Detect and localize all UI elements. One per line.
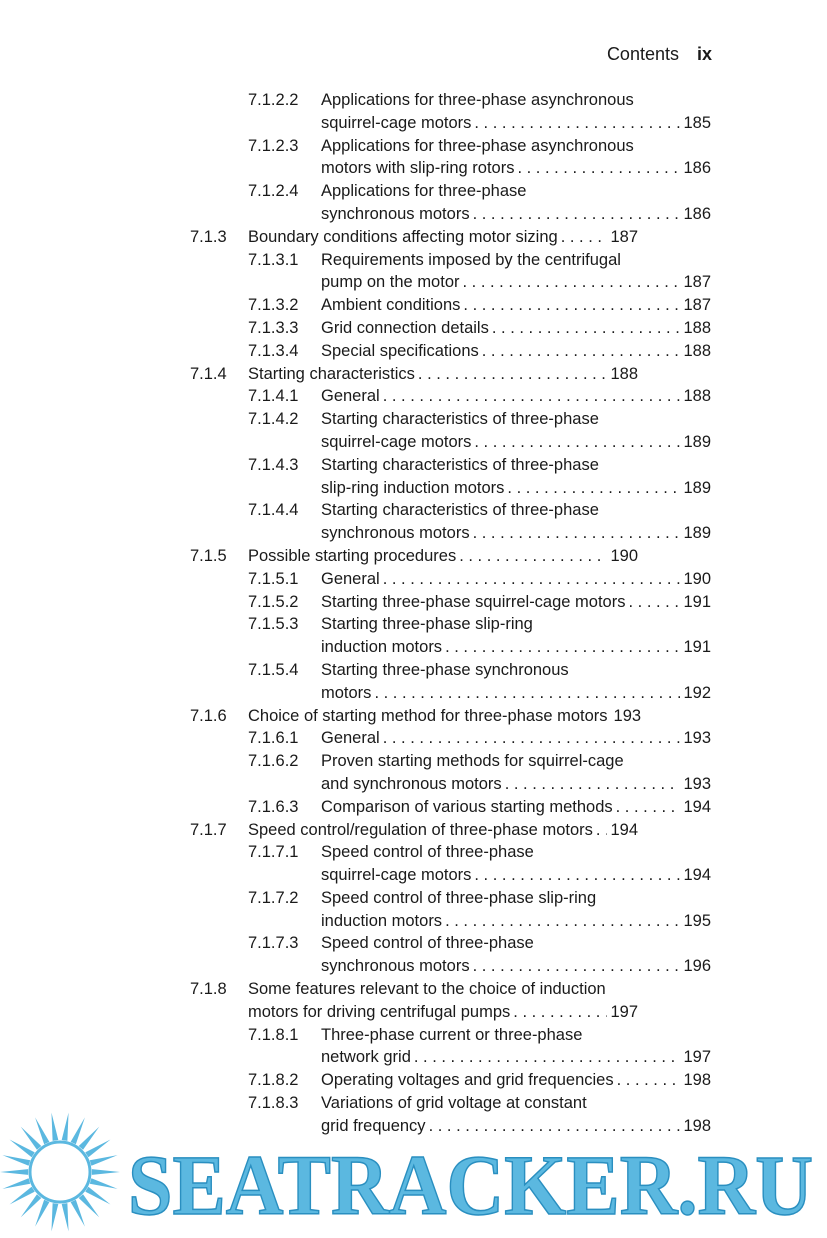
section-title-line: motors with slip-ring rotors [321,159,515,178]
section-number: 7.1.3.1 [248,250,299,269]
page-number: 187 [610,227,638,246]
sun-ray [21,1194,42,1217]
page-number: 193 [683,729,711,748]
sun-ray [51,1113,58,1141]
section-number: 7.1.4.1 [248,387,299,406]
section-number: 7.1.4 [190,364,227,383]
sun-ray [2,1155,30,1166]
sun-ray [62,1203,69,1231]
section-title-line: General [321,569,380,588]
section-title-line: motors for driving centrifugal pumps [248,1002,511,1021]
toc-entry[interactable] [0,1069,827,1092]
sun-ray [79,1127,100,1150]
section-title-line: Comparison of various starting methods [321,797,613,816]
dot-leader [383,568,681,591]
toc-entry[interactable] [0,499,827,545]
section-number: 7.1.8 [190,980,227,999]
sun-disc [30,1142,90,1202]
section-number: 7.1.2.3 [248,136,299,155]
sun-ray [0,1169,28,1175]
toc-entry[interactable] [0,408,827,454]
dot-leader [474,112,680,135]
dot-leader [473,522,681,545]
sun-ray [79,1194,100,1217]
sun-ray [21,1127,42,1150]
watermark [0,1112,827,1238]
page-number: 186 [683,204,711,223]
toc-entry[interactable] [0,978,827,1024]
dot-leader [617,1069,681,1092]
dot-leader [414,1046,681,1069]
sun-ray [10,1140,35,1158]
sun-ray [35,1200,49,1227]
dot-leader [628,591,680,614]
section-title-line: induction motors [321,638,443,657]
section-number: 7.1.5 [190,546,227,565]
toc-entry[interactable] [0,613,827,659]
sun-logo-icon [0,1113,120,1232]
section-title-line: Boundary conditions affecting motor sizing [248,227,558,246]
section-title-line: slip-ring induction motors [321,478,505,497]
page-number: 193 [613,706,642,725]
toc-entry[interactable] [0,340,827,363]
toc-entry[interactable] [0,841,827,887]
page-number: 196 [683,957,711,976]
section-number: 7.1.4.3 [248,455,299,474]
sun-ray [85,1187,110,1205]
section-number: 7.1.3 [190,227,227,246]
section-title-line: and synchronous motors [321,774,502,793]
section-title-line: Speed control of three-phase slip-ring [321,888,597,907]
section-title-line: Speed control of three-phase [321,843,534,862]
dot-leader [383,385,681,408]
toc-entry[interactable] [0,317,827,340]
section-number: 7.1.6.3 [248,797,299,816]
section-title-line: Some features relevant to the choice of induction [248,980,606,999]
section-number: 7.1.7.1 [248,843,299,862]
page-number: 189 [683,432,711,451]
page-number: 188 [683,387,711,406]
toc-entry[interactable] [0,887,827,933]
page-number: 189 [683,524,711,543]
page-number: 188 [683,341,711,360]
section-title-line: squirrel-cage motors [321,866,472,885]
toc-entry[interactable] [0,180,827,226]
section-number: 7.1.2.2 [248,91,299,109]
page-number: 191 [683,638,711,657]
section-title-line: General [321,729,380,748]
section-title-line: motors [321,683,372,702]
page-number: 194 [683,866,711,885]
page-number: 198 [683,1116,711,1135]
section-title-line: Special specifications [321,341,479,360]
sun-ray [10,1187,35,1205]
sun-ray [51,1203,58,1231]
page-number: 197 [610,1002,638,1021]
section-title-line: Three-phase current or three-phase [321,1025,583,1044]
page-number: 197 [683,1048,711,1067]
running-header [607,44,712,65]
page-number: 194 [683,797,711,816]
section-number: 7.1.5.3 [248,615,299,634]
section-number: 7.1.5.4 [248,660,299,679]
dot-leader [374,682,680,705]
section-title-line: Starting characteristics of three-phase [321,410,599,429]
dot-leader [474,431,680,454]
section-number: 7.1.7.2 [248,888,299,907]
sun-ray [35,1117,49,1144]
page-number: 190 [683,569,711,588]
section-title-line: grid frequency [321,1116,426,1135]
toc-entry[interactable] [0,705,827,728]
page-number: 186 [683,159,711,178]
section-title-line: Variations of grid voltage at constant [321,1094,587,1113]
section-title-line: Starting three-phase squirrel-cage motors [321,592,626,611]
dot-leader [418,363,608,386]
dot-leader [445,910,680,933]
toc-entry[interactable] [0,932,827,978]
dot-leader [445,636,680,659]
section-title-line: Starting three-phase synchronous [321,660,569,679]
sun-ray [71,1117,85,1144]
toc-entry[interactable] [0,226,827,249]
section-title-line: Applications for three-phase [321,182,527,201]
sun-ray [71,1200,85,1227]
sun-ray [62,1113,69,1141]
section-title-line: Starting characteristics [248,364,415,383]
dot-leader [596,819,608,842]
section-title-line: Requirements imposed by the centrifugal [321,250,621,269]
toc-entry[interactable] [0,385,827,408]
toc-entry[interactable] [0,727,827,750]
section-title-line: squirrel-cage motors [321,113,472,132]
section-title-line: Operating voltages and grid frequencies [321,1071,614,1090]
section-number: 7.1.6 [190,706,227,725]
toc-entry[interactable] [0,750,827,796]
section-title-line: Starting three-phase slip-ring [321,615,533,634]
toc-entry[interactable] [0,454,827,500]
section-number: 7.1.8.1 [248,1025,299,1044]
section-number: 7.1.7 [190,820,227,839]
section-number: 7.1.2.4 [248,182,299,201]
toc-entry[interactable] [0,591,827,614]
section-title-line: Applications for three-phase asynchronous [321,91,634,109]
page-number: 188 [610,364,638,383]
section-number: 7.1.4.2 [248,410,299,429]
page-number: 192 [683,683,711,702]
section-title-line: pump on the motor [321,273,460,292]
dot-leader [616,796,681,819]
page-number: 187 [683,296,711,315]
page-number: 191 [683,592,711,611]
section-number: 7.1.4.4 [248,501,299,520]
toc-entry[interactable] [0,249,827,295]
dot-leader [459,545,607,568]
sun-ray [90,1155,118,1166]
dot-leader [517,157,680,180]
toc-entry[interactable] [0,568,827,591]
section-title-line: network grid [321,1048,411,1067]
sun-ray [85,1140,110,1158]
sun-ray [90,1178,118,1189]
watermark-text: SEATRACKER.RU [128,1137,813,1233]
section-number: 7.1.6.2 [248,752,299,771]
section-title-line: synchronous motors [321,524,470,543]
sun-ray [92,1169,120,1175]
dot-leader [482,340,681,363]
section-title-line: Choice of starting method for three-phase motors [248,706,608,725]
page-number: 187 [683,273,711,292]
toc-entry[interactable] [0,659,827,705]
page-number: 190 [610,546,638,565]
section-number: 7.1.3.3 [248,318,299,337]
section-number: 7.1.5.2 [248,592,299,611]
header-title: Contents [606,44,679,64]
dot-leader [473,203,681,226]
dot-leader [561,226,608,249]
dot-leader [505,773,681,796]
dot-leader [473,955,681,978]
section-title-line: induction motors [321,911,443,930]
section-title-line: Speed control/regulation of three-phase motors [248,820,593,839]
dot-leader [463,294,680,317]
section-number: 7.1.8.3 [248,1094,299,1113]
page-number: 194 [610,820,638,839]
table-of-contents [0,89,827,1138]
section-title-line: Grid connection details [321,318,489,337]
section-title-line: Starting characteristics of three-phase [321,501,599,520]
toc-entry[interactable] [0,819,827,842]
section-title-line: Ambient conditions [321,296,461,315]
dot-leader [383,727,681,750]
section-title-line: synchronous motors [321,204,470,223]
page-number: 195 [683,911,711,930]
section-number: 7.1.7.3 [248,934,299,953]
section-title-line: squirrel-cage motors [321,432,472,451]
section-title-line: synchronous motors [321,957,470,976]
dot-leader [474,864,680,887]
page-number: 198 [683,1071,711,1090]
section-title-line: Applications for three-phase asynchronous [321,136,634,155]
section-number: 7.1.3.2 [248,296,299,315]
section-number: 7.1.3.4 [248,341,299,360]
section-number: 7.1.5.1 [248,569,299,588]
page-number: 185 [683,113,711,132]
toc-entry[interactable] [0,796,827,819]
toc-entry[interactable] [0,135,827,181]
section-number: 7.1.6.1 [248,729,299,748]
section-title-line: Starting characteristics of three-phase [321,455,599,474]
section-number: 7.1.8.2 [248,1071,299,1090]
page-number: 189 [683,478,711,497]
toc-entry[interactable] [0,1024,827,1070]
toc-entry[interactable] [0,545,827,568]
section-title-line: General [321,387,380,406]
toc-entry[interactable] [0,363,827,386]
toc-entry[interactable] [0,89,827,135]
dot-leader [492,317,681,340]
header-page-number: ix [696,44,712,64]
section-title-line: Possible starting procedures [248,546,457,565]
page-number: 193 [683,774,711,793]
dot-leader [507,477,680,500]
sun-ray [2,1178,30,1189]
toc-entry[interactable] [0,294,827,317]
dot-leader [463,271,681,294]
section-title-line: Speed control of three-phase [321,934,534,953]
dot-leader [513,1001,607,1024]
page-number: 188 [683,318,711,337]
section-title-line: Proven starting methods for squirrel-cage [321,752,624,771]
